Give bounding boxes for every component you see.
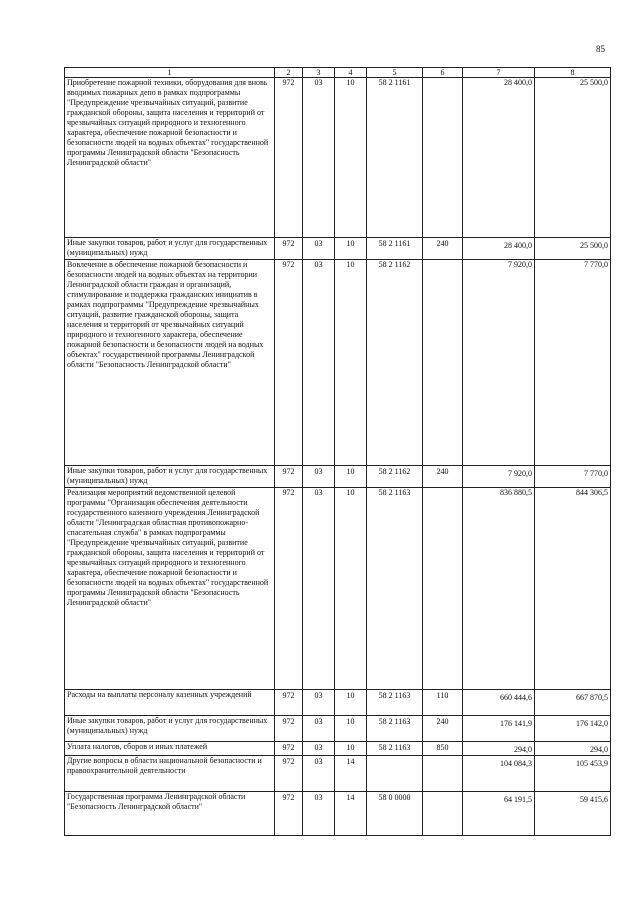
cell-section: 03 [303,756,335,792]
cell-amount-2: 7 770,0 [535,260,611,466]
cell-ministry: 972 [275,488,303,690]
table-row [65,756,611,792]
cell-ministry: 972 [275,742,303,756]
table-row [65,238,611,260]
cell-target-item: 58 0 0000 [367,792,423,836]
cell-section: 03 [303,78,335,238]
cell-expense-type [423,260,463,466]
cell-ministry: 972 [275,716,303,742]
item-name: Государственная программа Ленинградской области "Безопасность Ленинградской области" [65,792,275,836]
header-cell: 7 [463,68,535,78]
cell-amount-1: 104 084,3 [463,756,535,792]
cell-amount-1: 28 400,0 [463,78,535,238]
cell-amount-1: 28 400,0 [463,238,535,260]
cell-amount-2: 25 500,0 [535,238,611,260]
table-row [65,792,611,836]
table-row [65,466,611,488]
cell-amount-2: 294,0 [535,742,611,756]
cell-amount-2: 7 770,0 [535,466,611,488]
cell-amount-2: 176 142,0 [535,716,611,742]
cell-section: 03 [303,690,335,716]
table-row [65,716,611,742]
cell-target-item: 58 2 1161 [367,238,423,260]
cell-amount-1: 64 191,5 [463,792,535,836]
cell-amount-1: 660 444,6 [463,690,535,716]
cell-target-item: 58 2 1161 [367,78,423,238]
cell-target-item: 58 2 1162 [367,260,423,466]
cell-expense-type [423,488,463,690]
cell-amount-2: 844 306,5 [535,488,611,690]
item-name: Приобретение пожарной техники, оборудования для вновь вводимых пожарных депо в рамках подпрограммы "Предупреждение чрезвычайных ситуаций, развитие гражданской обороны, защита населения и территорий от чрезвычайных ситуаций природного и техногенного характера, обеспечение пожарной безопасности и безопасности людей на водных объектах" государственной программы Ленинградской области "Безопасность Ленинградской области" [65,78,275,238]
table-row [65,78,611,238]
cell-ministry: 972 [275,690,303,716]
page-number: 85 [596,44,605,54]
cell-amount-2: 25 500,0 [535,78,611,238]
cell-subsection: 10 [335,238,367,260]
item-name: Уплата налогов, сборов и иных платежей [65,742,275,756]
header-cell: 4 [335,68,367,78]
cell-expense-type: 110 [423,690,463,716]
cell-section: 03 [303,466,335,488]
budget-table [64,67,611,836]
cell-subsection: 10 [335,488,367,690]
item-name: Иные закупки товаров, работ и услуг для государственных (муниципальных) нужд [65,466,275,488]
cell-subsection: 14 [335,792,367,836]
cell-target-item: 58 2 1163 [367,716,423,742]
cell-amount-1: 176 141,9 [463,716,535,742]
cell-section: 03 [303,716,335,742]
header-cell: 2 [275,68,303,78]
item-name: Вовлечение в обеспечение пожарной безопасности и безопасности людей на водных объектах на территории Ленинградской области граждан и организаций, стимулирование и поддержка гражданских инициатив в рамках подпрограммы "Предупреждение чрезвычайных ситуаций, развитие гражданской обороны, защита населения и территорий от чрезвычайных ситуаций природного и техногенного характера, обеспечение пожарной безопасности и безопасности людей на водных объектах" государственной программы Ленинградской области "Безопасность Ленинградской области" [65,260,275,466]
cell-subsection: 10 [335,78,367,238]
header-row [65,68,611,78]
header-cell: 3 [303,68,335,78]
cell-amount-2: 59 415,6 [535,792,611,836]
cell-section: 03 [303,792,335,836]
cell-expense-type [423,792,463,836]
cell-expense-type: 240 [423,238,463,260]
cell-subsection: 10 [335,466,367,488]
cell-target-item: 58 2 1163 [367,742,423,756]
item-name: Иные закупки товаров, работ и услуг для государственных (муниципальных) нужд [65,716,275,742]
header-cell: 6 [423,68,463,78]
cell-ministry: 972 [275,466,303,488]
cell-target-item: 58 2 1163 [367,488,423,690]
cell-amount-1: 7 920,0 [463,260,535,466]
cell-subsection: 14 [335,756,367,792]
cell-amount-1: 7 920,0 [463,466,535,488]
cell-ministry: 972 [275,238,303,260]
cell-target-item: 58 2 1162 [367,466,423,488]
cell-amount-1: 836 880,5 [463,488,535,690]
cell-expense-type [423,78,463,238]
cell-expense-type: 240 [423,466,463,488]
table-row [65,742,611,756]
cell-ministry: 972 [275,792,303,836]
table-row [65,488,611,690]
cell-amount-2: 105 453,9 [535,756,611,792]
table-row [65,260,611,466]
header-cell: 1 [65,68,275,78]
cell-subsection: 10 [335,716,367,742]
item-name: Реализация мероприятий ведомственной целевой программы "Организация обеспечения деятельности государственного казенного учреждения Ленинградской области "Ленинградская областная противопожарно-спасательная служба" в рамках подпрограммы "Предупреждение чрезвычайных ситуаций, развитие гражданской обороны, защита населения и территорий от чрезвычайных ситуаций природного и техногенного характера, обеспечение пожарной безопасности и безопасности людей на водных объектах" государственной программы Ленинградской области "Безопасность Ленинградской области" [65,488,275,690]
header-cell: 8 [535,68,611,78]
cell-target-item [367,756,423,792]
cell-target-item: 58 2 1163 [367,690,423,716]
cell-section: 03 [303,488,335,690]
header-cell: 5 [367,68,423,78]
item-name: Иные закупки товаров, работ и услуг для государственных (муниципальных) нужд [65,238,275,260]
cell-amount-1: 294,0 [463,742,535,756]
cell-subsection: 10 [335,742,367,756]
cell-section: 03 [303,742,335,756]
cell-ministry: 972 [275,756,303,792]
table-row [65,690,611,716]
cell-section: 03 [303,260,335,466]
cell-expense-type: 850 [423,742,463,756]
cell-expense-type: 240 [423,716,463,742]
cell-subsection: 10 [335,690,367,716]
cell-subsection: 10 [335,260,367,466]
cell-amount-2: 667 870,5 [535,690,611,716]
cell-ministry: 972 [275,78,303,238]
cell-expense-type [423,756,463,792]
cell-section: 03 [303,238,335,260]
cell-ministry: 972 [275,260,303,466]
item-name: Другие вопросы в области национальной безопасности и правоохранительной деятельности [65,756,275,792]
item-name: Расходы на выплаты персоналу казенных учреждений [65,690,275,716]
